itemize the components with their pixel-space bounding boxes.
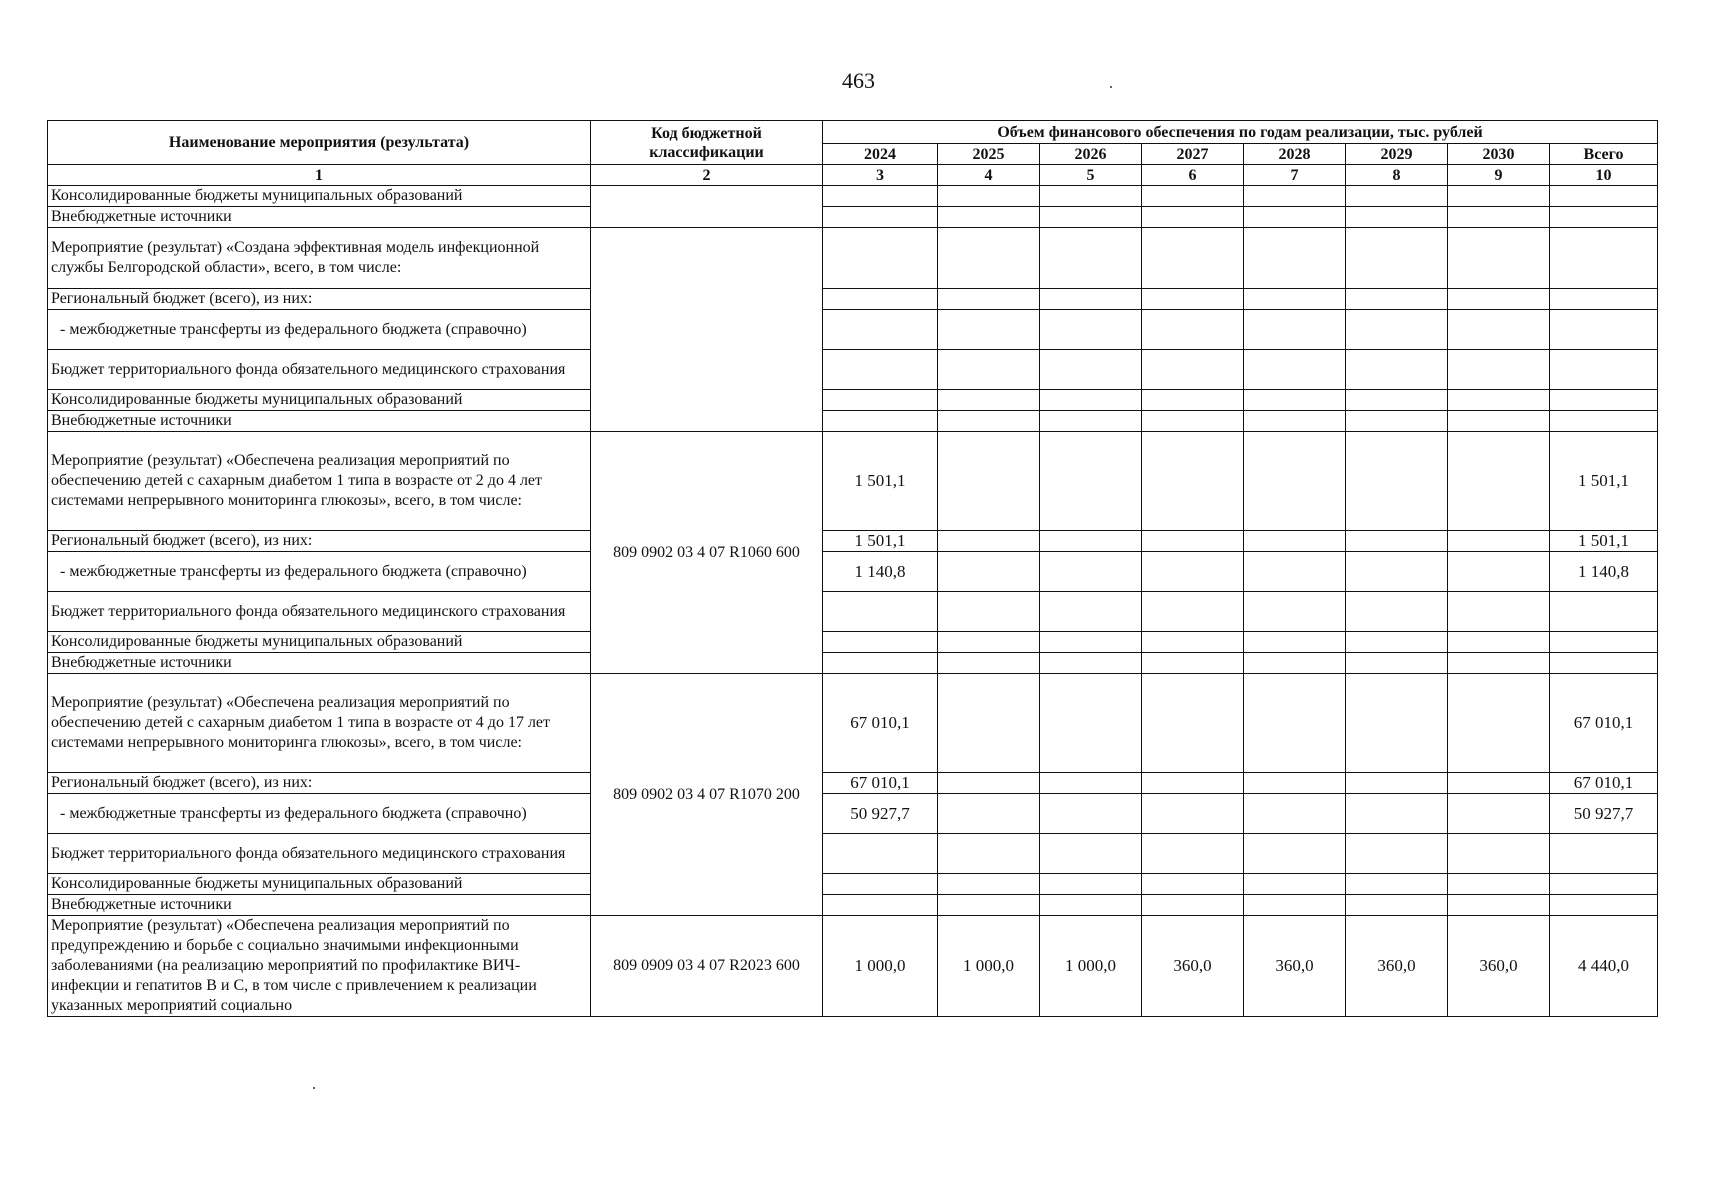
table-row: [48, 432, 1658, 531]
row-name: Внебюджетные источники: [48, 653, 591, 674]
year-value: [1346, 834, 1448, 874]
column-number: 8: [1346, 165, 1448, 186]
row-name: Консолидированные бюджеты муниципальных образований: [48, 874, 591, 895]
year-value: 67 010,1: [823, 674, 938, 773]
year-value: [823, 834, 938, 874]
header-year: 2030: [1448, 144, 1550, 165]
year-value: [1448, 350, 1550, 390]
year-value: [1346, 773, 1448, 794]
table-row: [48, 207, 1658, 228]
year-value: 1 000,0: [1040, 916, 1142, 1017]
year-value: [938, 794, 1040, 834]
table-row: [48, 794, 1658, 834]
year-value: [823, 874, 938, 895]
year-value: [1244, 350, 1346, 390]
year-value: 360,0: [1142, 916, 1244, 1017]
year-value: [1040, 632, 1142, 653]
total-value: [1550, 895, 1658, 916]
year-value: [938, 552, 1040, 592]
header-finance: Объем финансового обеспечения по годам реализации, тыс. рублей: [823, 121, 1658, 144]
row-name: Мероприятие (результат) «Обеспечена реализация мероприятий по обеспечению детей с сахарным диабетом 1 типа в возрасте от 2 до 4 лет системами непрерывного мониторинга глюкозы», всего, в том числе:: [48, 432, 591, 531]
year-value: [938, 186, 1040, 207]
year-value: [1040, 432, 1142, 531]
table-row: [48, 411, 1658, 432]
year-value: [1040, 592, 1142, 632]
year-value: [1244, 390, 1346, 411]
budget-code: 809 0909 03 4 07 R2023 600: [591, 916, 823, 1017]
row-name: Бюджет территориального фонда обязательного медицинского страхования: [48, 350, 591, 390]
year-value: [1040, 874, 1142, 895]
year-value: [1448, 390, 1550, 411]
table-row: [48, 531, 1658, 552]
year-value: [823, 310, 938, 350]
year-value: 50 927,7: [823, 794, 938, 834]
row-name: Региональный бюджет (всего), из них:: [48, 289, 591, 310]
header-year: 2027: [1142, 144, 1244, 165]
year-value: [1040, 674, 1142, 773]
table-row: [48, 390, 1658, 411]
year-value: [1346, 411, 1448, 432]
year-value: [1142, 552, 1244, 592]
year-value: [1448, 653, 1550, 674]
year-value: [1448, 228, 1550, 289]
table-row: [48, 773, 1658, 794]
row-name: Мероприятие (результат) «Обеспечена реализация мероприятий по предупреждению и борьбе с социально значимыми инфекционными заболеваниями (на реализацию мероприятий по профилактике ВИЧ-инфекции и гепатитов В и С, в том числе с привлечением к реализации указанных мероприятий социально: [48, 916, 591, 1017]
year-value: [938, 834, 1040, 874]
year-value: [1244, 773, 1346, 794]
total-value: [1550, 186, 1658, 207]
year-value: [1448, 411, 1550, 432]
scan-speck: [1110, 86, 1112, 88]
year-value: 360,0: [1448, 916, 1550, 1017]
year-value: [1346, 350, 1448, 390]
column-number: 5: [1040, 165, 1142, 186]
page-number: 463: [842, 68, 875, 93]
year-value: [1448, 632, 1550, 653]
year-value: [1142, 228, 1244, 289]
year-value: [938, 432, 1040, 531]
year-value: [1244, 674, 1346, 773]
year-value: [938, 531, 1040, 552]
column-number: 4: [938, 165, 1040, 186]
year-value: [1346, 207, 1448, 228]
year-value: [1448, 186, 1550, 207]
year-value: [1346, 228, 1448, 289]
year-value: [938, 592, 1040, 632]
table-row: [48, 310, 1658, 350]
year-value: [1142, 874, 1244, 895]
header-code: Код бюджетной классификации: [591, 121, 823, 165]
year-value: [1142, 186, 1244, 207]
year-value: [938, 674, 1040, 773]
row-name: Региональный бюджет (всего), из них:: [48, 531, 591, 552]
year-value: [1142, 794, 1244, 834]
year-value: [1448, 674, 1550, 773]
column-number: 10: [1550, 165, 1658, 186]
total-value: 1 140,8: [1550, 552, 1658, 592]
year-value: [1244, 411, 1346, 432]
year-value: [1142, 531, 1244, 552]
row-name: Внебюджетные источники: [48, 207, 591, 228]
year-value: [1244, 794, 1346, 834]
year-value: [1244, 432, 1346, 531]
column-number: 3: [823, 165, 938, 186]
total-value: [1550, 310, 1658, 350]
year-value: [1040, 390, 1142, 411]
total-value: [1550, 289, 1658, 310]
table-row: [48, 874, 1658, 895]
year-value: [1448, 432, 1550, 531]
year-value: [1346, 186, 1448, 207]
budget-table: [47, 120, 1658, 1017]
year-value: [1040, 411, 1142, 432]
header-year: 2024: [823, 144, 938, 165]
year-value: [1244, 310, 1346, 350]
year-value: 1 000,0: [823, 916, 938, 1017]
year-value: 1 501,1: [823, 432, 938, 531]
year-value: [938, 773, 1040, 794]
column-number: 6: [1142, 165, 1244, 186]
year-value: [1142, 653, 1244, 674]
year-value: [1448, 592, 1550, 632]
year-value: [823, 653, 938, 674]
year-value: [1040, 552, 1142, 592]
year-value: [823, 228, 938, 289]
year-value: [938, 350, 1040, 390]
table-header: [48, 121, 1658, 186]
budget-code: [591, 186, 823, 228]
year-value: [1346, 531, 1448, 552]
year-value: [938, 390, 1040, 411]
year-value: [1244, 592, 1346, 632]
year-value: 1 140,8: [823, 552, 938, 592]
year-value: [1244, 228, 1346, 289]
year-value: [938, 207, 1040, 228]
total-value: 4 440,0: [1550, 916, 1658, 1017]
row-name: Мероприятие (результат) «Создана эффективная модель инфекционной службы Белгородской области», всего, в том числе:: [48, 228, 591, 289]
table-row: [48, 350, 1658, 390]
year-value: [1346, 632, 1448, 653]
row-name: - межбюджетные трансферты из федерального бюджета (справочно): [48, 310, 591, 350]
row-name: - межбюджетные трансферты из федерального бюджета (справочно): [48, 794, 591, 834]
year-value: [1040, 310, 1142, 350]
year-value: [1040, 834, 1142, 874]
year-value: [1142, 674, 1244, 773]
year-value: [1142, 895, 1244, 916]
year-value: [938, 411, 1040, 432]
year-value: 360,0: [1346, 916, 1448, 1017]
total-value: [1550, 874, 1658, 895]
row-name: Консолидированные бюджеты муниципальных образований: [48, 390, 591, 411]
column-number: 1: [48, 165, 591, 186]
year-value: [1346, 794, 1448, 834]
year-value: [1040, 350, 1142, 390]
table-body: [48, 186, 1658, 1017]
year-value: [1142, 411, 1244, 432]
total-value: [1550, 350, 1658, 390]
year-value: [1346, 653, 1448, 674]
column-number: 9: [1448, 165, 1550, 186]
year-value: [1448, 834, 1550, 874]
header-year: 2029: [1346, 144, 1448, 165]
year-value: [1040, 773, 1142, 794]
year-value: [1040, 186, 1142, 207]
year-value: [1448, 531, 1550, 552]
table-row: [48, 592, 1658, 632]
year-value: [1142, 632, 1244, 653]
year-value: [1244, 834, 1346, 874]
year-value: [938, 632, 1040, 653]
header-year: Всего: [1550, 144, 1658, 165]
table-row: [48, 228, 1658, 289]
year-value: [1448, 289, 1550, 310]
year-value: [938, 895, 1040, 916]
total-value: 1 501,1: [1550, 531, 1658, 552]
year-value: [1142, 289, 1244, 310]
row-name: Бюджет территориального фонда обязательного медицинского страхования: [48, 834, 591, 874]
year-value: [823, 895, 938, 916]
year-value: [1346, 674, 1448, 773]
year-value: [1346, 592, 1448, 632]
year-value: [823, 289, 938, 310]
row-name: Региональный бюджет (всего), из них:: [48, 773, 591, 794]
year-value: [1448, 874, 1550, 895]
year-value: [1244, 531, 1346, 552]
year-value: [1448, 895, 1550, 916]
budget-code: 809 0902 03 4 07 R1070 200: [591, 674, 823, 916]
year-value: [1346, 390, 1448, 411]
year-value: [1346, 895, 1448, 916]
year-value: [1142, 390, 1244, 411]
year-value: [938, 653, 1040, 674]
scan-speck: [313, 1087, 315, 1089]
table-row: [48, 552, 1658, 592]
total-value: [1550, 228, 1658, 289]
year-value: [1448, 773, 1550, 794]
year-value: [823, 592, 938, 632]
year-value: [938, 228, 1040, 289]
header-year: 2028: [1244, 144, 1346, 165]
table-row: [48, 186, 1658, 207]
row-name: Внебюджетные источники: [48, 895, 591, 916]
table-row: [48, 653, 1658, 674]
year-value: [1040, 653, 1142, 674]
year-value: [1040, 895, 1142, 916]
year-value: [1142, 207, 1244, 228]
year-value: [1142, 592, 1244, 632]
total-value: 1 501,1: [1550, 432, 1658, 531]
year-value: [1448, 207, 1550, 228]
total-value: 67 010,1: [1550, 773, 1658, 794]
row-name: Бюджет территориального фонда обязательного медицинского страхования: [48, 592, 591, 632]
total-value: [1550, 411, 1658, 432]
year-value: [1346, 874, 1448, 895]
table-row: [48, 834, 1658, 874]
year-value: [1142, 432, 1244, 531]
year-value: [938, 289, 1040, 310]
year-value: 1 000,0: [938, 916, 1040, 1017]
row-name: - межбюджетные трансферты из федерального бюджета (справочно): [48, 552, 591, 592]
row-name: Внебюджетные источники: [48, 411, 591, 432]
year-value: [1448, 552, 1550, 592]
total-value: [1550, 207, 1658, 228]
budget-code: 809 0902 03 4 07 R1060 600: [591, 432, 823, 674]
year-value: 1 501,1: [823, 531, 938, 552]
year-value: [1142, 350, 1244, 390]
row-name: Мероприятие (результат) «Обеспечена реализация мероприятий по обеспечению детей с сахарным диабетом 1 типа в возрасте от 4 до 17 лет системами непрерывного мониторинга глюкозы», всего, в том числе:: [48, 674, 591, 773]
total-value: [1550, 834, 1658, 874]
row-name: Консолидированные бюджеты муниципальных образований: [48, 632, 591, 653]
total-value: [1550, 653, 1658, 674]
year-value: [823, 186, 938, 207]
header-year: 2025: [938, 144, 1040, 165]
table-row: [48, 632, 1658, 653]
year-value: [1040, 794, 1142, 834]
year-value: [938, 310, 1040, 350]
header-name: Наименование мероприятия (результата): [48, 121, 591, 165]
year-value: [823, 411, 938, 432]
year-value: [1040, 289, 1142, 310]
year-value: [823, 207, 938, 228]
table-row: [48, 895, 1658, 916]
table-row: [48, 289, 1658, 310]
year-value: [823, 632, 938, 653]
year-value: 67 010,1: [823, 773, 938, 794]
table-row: [48, 916, 1658, 1017]
year-value: [1244, 289, 1346, 310]
total-value: [1550, 632, 1658, 653]
budget-code: [591, 228, 823, 432]
year-value: 360,0: [1244, 916, 1346, 1017]
row-name: Консолидированные бюджеты муниципальных образований: [48, 186, 591, 207]
year-value: [1040, 228, 1142, 289]
year-value: [1244, 874, 1346, 895]
year-value: [1346, 552, 1448, 592]
year-value: [1244, 207, 1346, 228]
year-value: [1142, 834, 1244, 874]
year-value: [1346, 432, 1448, 531]
year-value: [1244, 653, 1346, 674]
year-value: [1244, 552, 1346, 592]
total-value: [1550, 592, 1658, 632]
total-value: 67 010,1: [1550, 674, 1658, 773]
year-value: [1346, 310, 1448, 350]
column-number: 7: [1244, 165, 1346, 186]
column-number: 2: [591, 165, 823, 186]
year-value: [1040, 531, 1142, 552]
year-value: [823, 350, 938, 390]
total-value: 50 927,7: [1550, 794, 1658, 834]
year-value: [1448, 794, 1550, 834]
year-value: [1448, 310, 1550, 350]
year-value: [1142, 310, 1244, 350]
header-year: 2026: [1040, 144, 1142, 165]
year-value: [1244, 632, 1346, 653]
year-value: [1244, 186, 1346, 207]
table-row: [48, 674, 1658, 773]
year-value: [1346, 289, 1448, 310]
year-value: [938, 874, 1040, 895]
year-value: [823, 390, 938, 411]
year-value: [1244, 895, 1346, 916]
total-value: [1550, 390, 1658, 411]
year-value: [1040, 207, 1142, 228]
year-value: [1142, 773, 1244, 794]
